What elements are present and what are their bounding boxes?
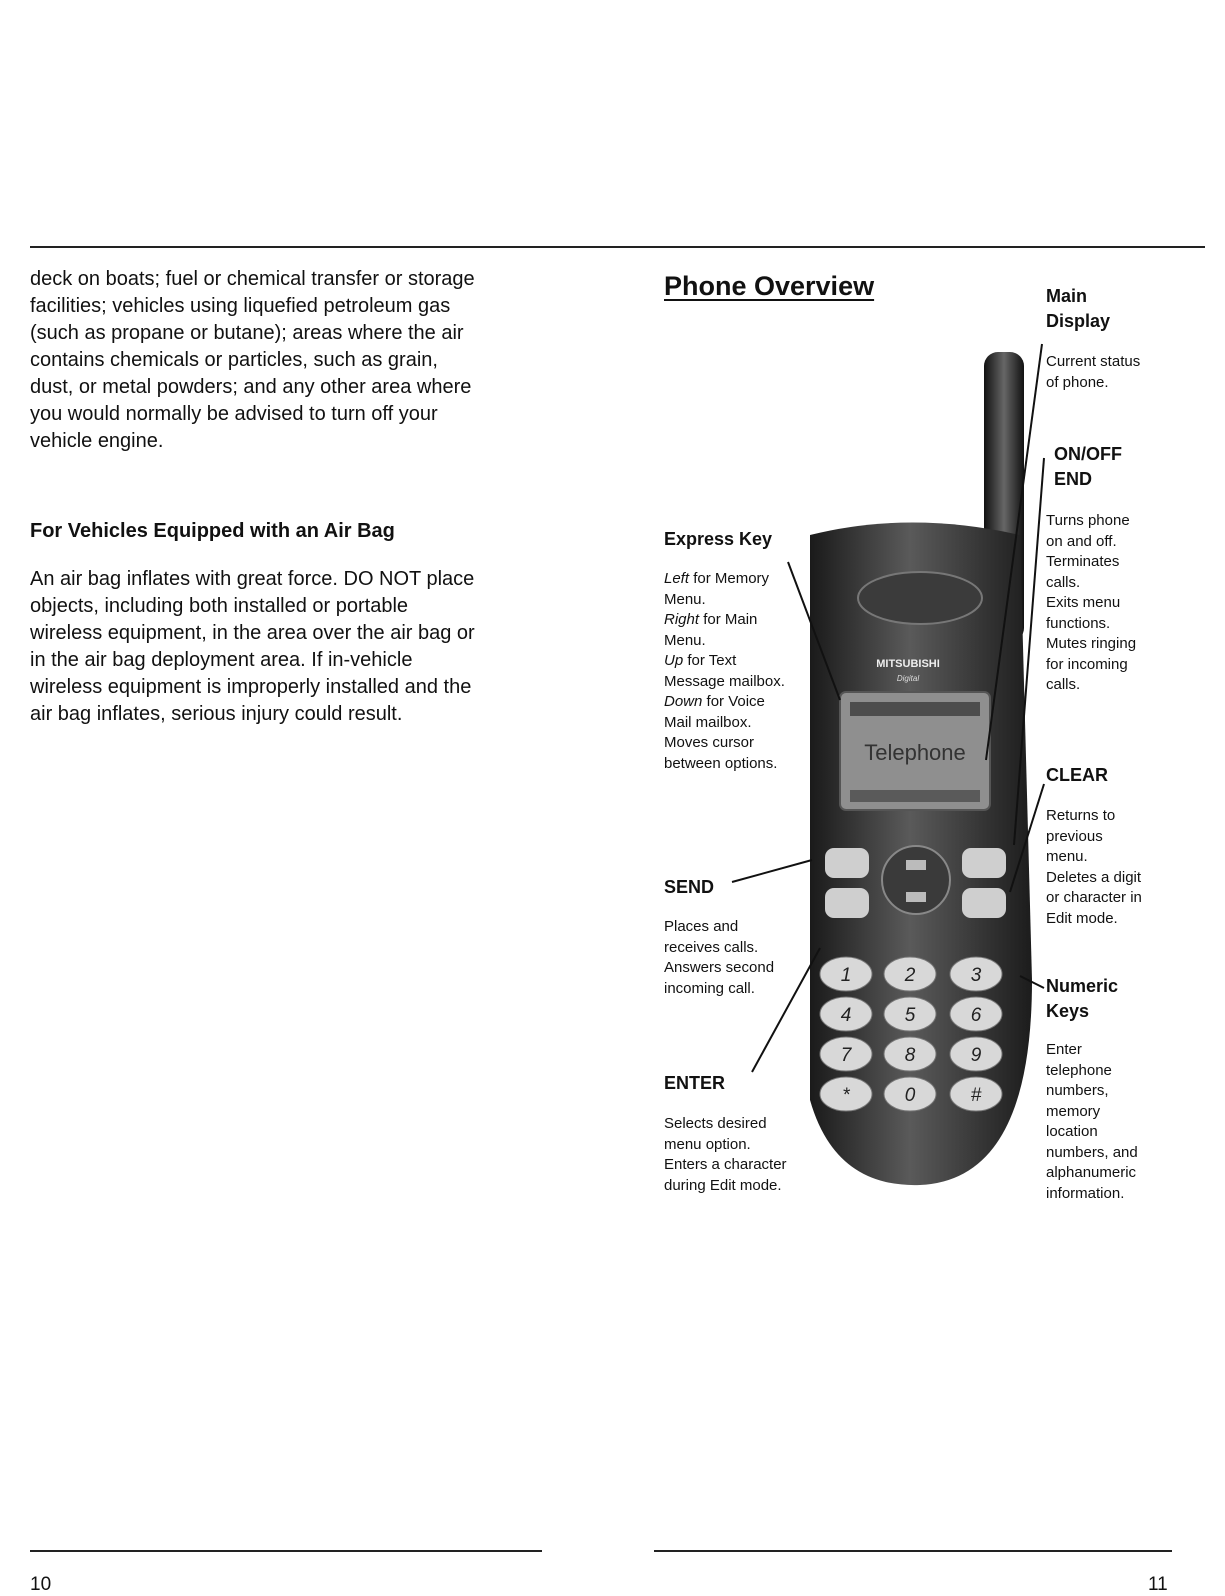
soft-key-left — [825, 888, 869, 918]
main-display-description — [1046, 352, 1140, 393]
caption-emphasis: Right — [664, 611, 700, 628]
caption-text: Message mailbox. — [664, 672, 785, 690]
paragraph-line: objects, including both installed or portable — [30, 595, 409, 617]
caption-text: for Text — [683, 652, 737, 669]
caption-line: Deletes a digit — [1046, 868, 1142, 886]
caption-line: Enter — [1046, 1041, 1082, 1058]
label-line: Numeric — [1046, 976, 1119, 996]
paragraph-line: An air bag inflates with great force. DO NOT place — [30, 568, 475, 590]
left-bottom-rule — [30, 1550, 542, 1552]
key-label: 2 — [904, 965, 916, 986]
caption-emphasis: Down — [664, 693, 703, 710]
label-line: END — [1054, 469, 1093, 489]
caption-line: Mutes ringing — [1046, 635, 1137, 652]
caption-line: Exits menu — [1046, 594, 1121, 611]
label-line: Main — [1046, 286, 1088, 306]
caption-line: or character in — [1046, 889, 1142, 906]
caption-line: previous — [1046, 827, 1103, 845]
key-label: 6 — [970, 1005, 982, 1026]
paragraph-line: wireless equipment, in the area over the air bag or — [30, 622, 475, 644]
caption-line: menu. — [1046, 848, 1088, 865]
label-line: Display — [1046, 311, 1111, 331]
key-label: 8 — [904, 1045, 916, 1066]
caption-text: Menu. — [664, 631, 706, 649]
caption-text: Mail mailbox. — [664, 713, 752, 731]
caption-line: calls. — [1046, 573, 1081, 591]
caption-text: for Main — [699, 611, 758, 628]
clear-label: CLEAR — [1046, 765, 1108, 785]
paragraph-line: facilities; vehicles using liquefied petroleum gas — [30, 295, 451, 317]
phone-model: Digital — [896, 674, 920, 683]
right-bottom-rule — [654, 1550, 1172, 1552]
caption-line: alphanumeric — [1046, 1164, 1137, 1181]
navigator-up — [906, 860, 926, 870]
caption-line: during Edit mode. — [664, 1176, 782, 1194]
callout-send — [732, 860, 812, 882]
caption-line: Current status — [1046, 353, 1141, 370]
caption-emphasis: Up — [664, 652, 684, 669]
send-label: SEND — [664, 877, 715, 897]
label-line: ON/OFF — [1054, 444, 1122, 464]
top-rule — [30, 246, 1205, 248]
caption-line: menu option. — [664, 1135, 751, 1153]
screen-softkey-bar — [850, 790, 980, 802]
phone-screen-text: Telephone — [864, 740, 966, 765]
paragraph-hazard-areas — [30, 266, 475, 455]
callout-enter — [752, 948, 820, 1072]
caption-line: functions. — [1046, 614, 1111, 632]
send-key — [825, 848, 869, 878]
navigator-down — [906, 892, 926, 902]
caption-line: incoming call. — [664, 979, 755, 997]
caption-line: Terminates — [1046, 553, 1120, 570]
caption-line: Answers second — [664, 959, 775, 976]
main-display-label — [1046, 284, 1110, 334]
key-label: 0 — [904, 1085, 916, 1106]
screen-status-bar — [850, 702, 980, 716]
caption-text: for Memory — [689, 570, 770, 587]
caption-line: for incoming — [1046, 655, 1128, 673]
key-label: 3 — [970, 965, 982, 986]
label-line: Keys — [1046, 1001, 1090, 1021]
on-off-end-label — [1054, 442, 1122, 492]
paragraph-line: dust, or metal powders; and any other area where — [30, 376, 472, 398]
paragraph-line: vehicle engine. — [30, 430, 164, 452]
paragraph-line: deck on boats; fuel or chemical transfer or storage — [30, 268, 475, 290]
earpiece — [858, 572, 982, 624]
caption-line: Returns to — [1046, 807, 1116, 824]
caption-line: telephone — [1046, 1061, 1112, 1079]
key-label: 5 — [904, 1005, 916, 1026]
caption-line: information. — [1046, 1184, 1125, 1202]
express-key-label: Express Key — [664, 529, 773, 549]
caption-line: Selects desired — [664, 1115, 767, 1132]
paragraph-line: in the air bag deployment area. If in-vehicle — [30, 649, 413, 671]
caption-line: Enters a character — [664, 1156, 787, 1173]
phone-illustration — [640, 340, 1060, 1220]
caption-text: for Voice — [702, 693, 765, 710]
paragraph-line: (such as propane or butane); areas where the air — [30, 322, 464, 344]
caption-line: Turns phone — [1046, 512, 1130, 529]
caption-line: of phone. — [1046, 373, 1109, 391]
caption-text: Moves cursor — [664, 734, 755, 751]
caption-line: Edit mode. — [1046, 909, 1118, 927]
key-label: # — [970, 1085, 982, 1106]
paragraph-line: air bag inflates, serious injury could result. — [30, 703, 403, 725]
caption-line: memory — [1046, 1102, 1101, 1120]
caption-line: receives calls. — [664, 938, 759, 956]
express-key-navigator — [882, 846, 950, 914]
page-number-left: 10 — [30, 1574, 52, 1595]
caption-line: numbers, — [1046, 1082, 1109, 1099]
key-label: 7 — [840, 1045, 852, 1066]
paragraph-airbag — [30, 566, 475, 728]
key-label: 4 — [840, 1005, 852, 1026]
clear-description — [1046, 806, 1142, 929]
phone-brand: MITSUBISHI — [876, 658, 940, 670]
paragraph-line: wireless equipment is improperly installed and the — [30, 676, 472, 698]
caption-emphasis: Left — [664, 570, 690, 587]
key-label: * — [842, 1085, 850, 1106]
end-key — [962, 848, 1006, 878]
caption-text: Menu. — [664, 590, 706, 608]
caption-line: location — [1046, 1123, 1098, 1140]
airbag-heading: For Vehicles Equipped with an Air Bag — [30, 520, 395, 542]
page-title: Phone Overview — [664, 271, 875, 301]
caption-line: calls. — [1046, 676, 1081, 693]
clear-key — [962, 888, 1006, 918]
key-label: 1 — [840, 965, 852, 986]
enter-label: ENTER — [664, 1073, 726, 1093]
caption-line: numbers, and — [1046, 1143, 1138, 1161]
caption-line: Places and — [664, 918, 739, 935]
caption-text: between options. — [664, 754, 778, 772]
key-label: 9 — [970, 1045, 982, 1066]
caption-line: on and off. — [1046, 532, 1117, 550]
paragraph-line: contains chemicals or particles, such as grain, — [30, 349, 438, 371]
page-number-right: 11 — [1148, 1574, 1168, 1595]
paragraph-line: you would normally be advised to turn off your — [30, 403, 438, 425]
